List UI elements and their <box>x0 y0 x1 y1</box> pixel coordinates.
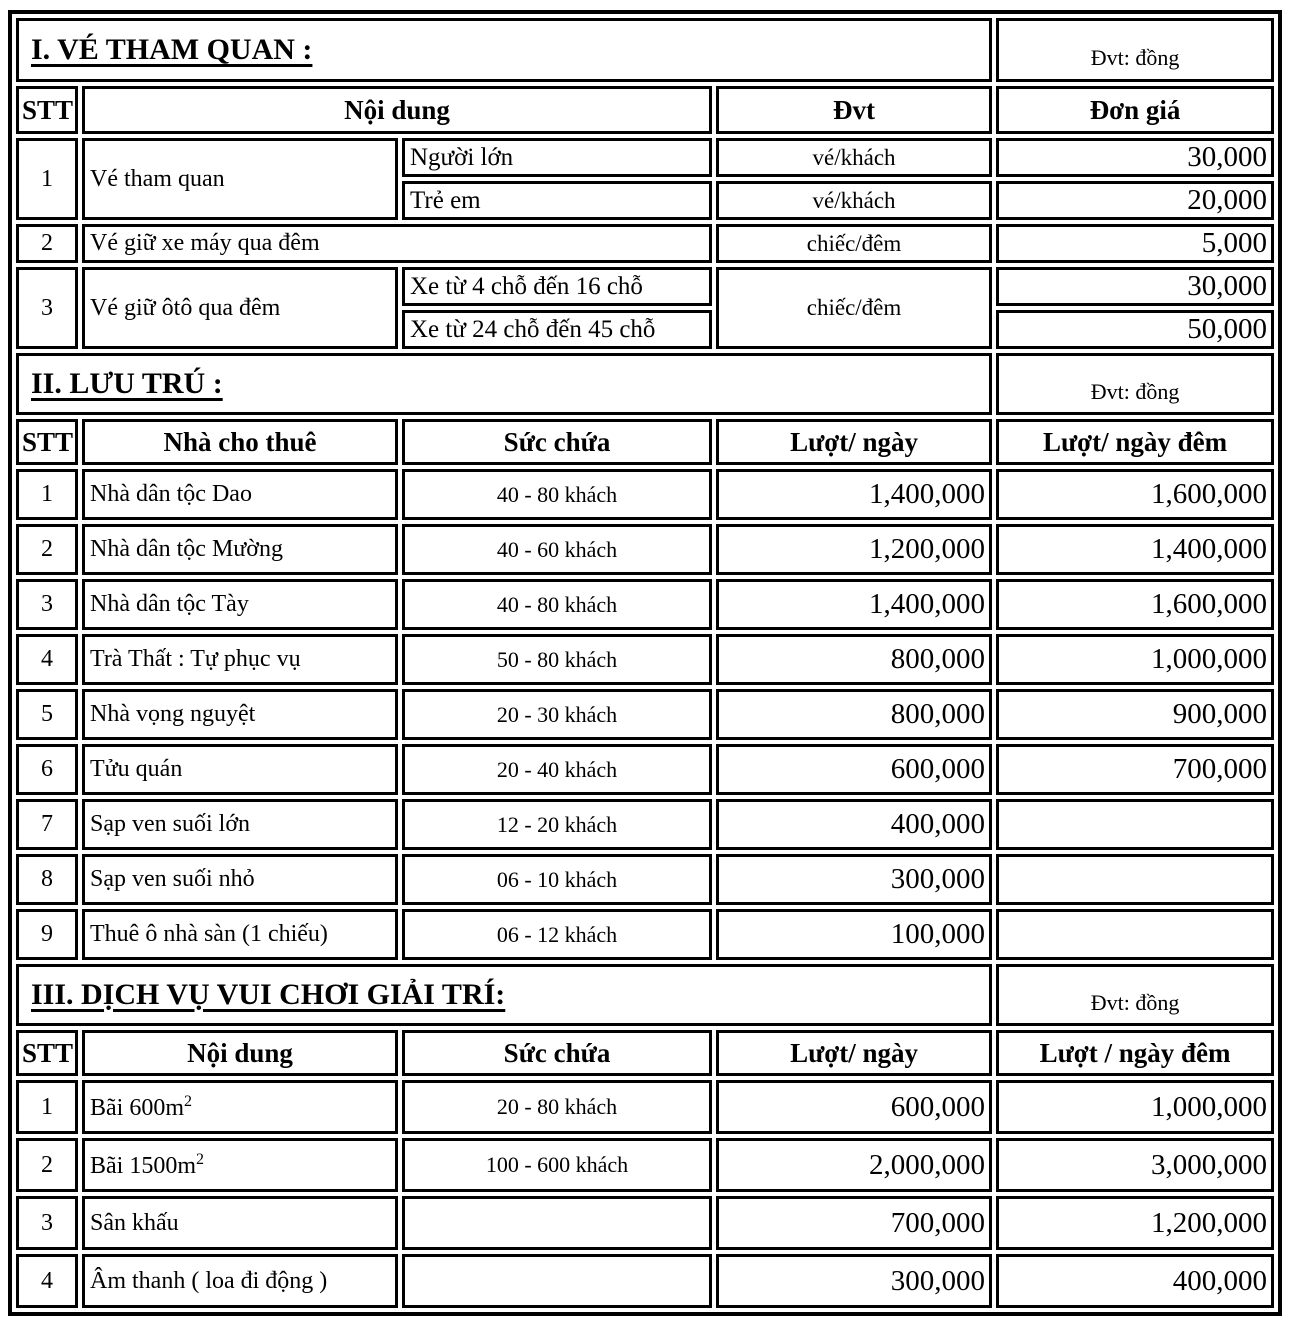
unit-note: Đvt: đồng <box>996 353 1274 415</box>
price-daynight-cell: 1,600,000 <box>996 579 1274 630</box>
stt-cell: 2 <box>16 224 78 263</box>
name-cell <box>82 1080 398 1134</box>
capacity-cell: 40 - 80 khách <box>402 579 712 630</box>
price-day-cell: 400,000 <box>716 799 992 850</box>
name-cell: Vé tham quan <box>82 138 398 220</box>
table-row <box>16 1138 1274 1192</box>
price-cell: 20,000 <box>996 181 1274 220</box>
price-daynight-cell: 1,200,000 <box>996 1196 1274 1250</box>
name-cell: Sân khấu <box>82 1196 398 1250</box>
table-row <box>16 469 1274 520</box>
name-cell: Trà Thất : Tự phục vụ <box>82 634 398 685</box>
price-day-cell: 600,000 <box>716 744 992 795</box>
section3-header-row <box>16 1030 1274 1076</box>
superscript: 2 <box>196 1150 204 1168</box>
price-daynight-cell <box>996 854 1274 905</box>
sub-label-cell: Người lớn <box>402 138 712 177</box>
col-header-name: Nhà cho thuê <box>82 419 398 465</box>
stt-cell: 2 <box>16 524 78 575</box>
section3-title-text: III. DỊCH VỤ VUI CHƠI GIẢI TRÍ: <box>31 978 506 1011</box>
section2-title <box>16 353 992 415</box>
stt-cell: 1 <box>16 469 78 520</box>
stt-cell: 1 <box>16 1080 78 1134</box>
stt-cell: 3 <box>16 267 78 349</box>
price-daynight-cell: 1,000,000 <box>996 1080 1274 1134</box>
unit-cell: chiếc/đêm <box>716 224 992 263</box>
name-cell <box>82 1138 398 1192</box>
stt-cell: 8 <box>16 854 78 905</box>
col-header-price: Đơn giá <box>996 86 1274 134</box>
table-row <box>16 689 1274 740</box>
unit-note: Đvt: đồng <box>996 18 1274 82</box>
col-header-stt: STT <box>16 1030 78 1076</box>
price-day-cell: 1,400,000 <box>716 579 992 630</box>
price-day-cell: 100,000 <box>716 909 992 960</box>
capacity-cell: 40 - 60 khách <box>402 524 712 575</box>
section1-title-text: I. VÉ THAM QUAN : <box>31 33 313 66</box>
name-cell: Vé giữ xe máy qua đêm <box>82 224 712 263</box>
price-cell: 30,000 <box>996 138 1274 177</box>
col-header-name: Nội dung <box>82 1030 398 1076</box>
capacity-cell: 20 - 30 khách <box>402 689 712 740</box>
price-cell: 50,000 <box>996 310 1274 349</box>
sub-label-cell: Xe từ 24 chỗ đến 45 chỗ <box>402 310 712 349</box>
col-header-capacity: Sức chứa <box>402 1030 712 1076</box>
name-cell: Thuê ô nhà sàn (1 chiếu) <box>82 909 398 960</box>
name-cell: Nhà dân tộc Dao <box>82 469 398 520</box>
capacity-cell: 12 - 20 khách <box>402 799 712 850</box>
sub-label-cell: Xe từ 4 chỗ đến 16 chỗ <box>402 267 712 306</box>
col-header-content: Nội dung <box>82 86 712 134</box>
name-cell: Sạp ven suối lớn <box>82 799 398 850</box>
stt-cell: 1 <box>16 138 78 220</box>
col-header-day: Lượt/ ngày <box>716 419 992 465</box>
price-day-cell: 1,200,000 <box>716 524 992 575</box>
section2-body <box>16 353 1274 960</box>
stt-cell: 5 <box>16 689 78 740</box>
section1-title <box>16 18 992 82</box>
table-row <box>16 224 1274 263</box>
col-header-unit: Đvt <box>716 86 992 134</box>
stt-cell: 7 <box>16 799 78 850</box>
col-header-stt: STT <box>16 419 78 465</box>
price-cell: 5,000 <box>996 224 1274 263</box>
price-daynight-cell <box>996 799 1274 850</box>
unit-cell: vé/khách <box>716 138 992 177</box>
price-day-cell: 300,000 <box>716 1254 992 1308</box>
table-row <box>16 744 1274 795</box>
price-daynight-cell <box>996 909 1274 960</box>
section1-title-row <box>16 18 1274 82</box>
section3-title-row <box>16 964 1274 1026</box>
price-daynight-cell: 1,000,000 <box>996 634 1274 685</box>
price-daynight-cell: 700,000 <box>996 744 1274 795</box>
price-daynight-cell: 3,000,000 <box>996 1138 1274 1192</box>
capacity-cell: 06 - 10 khách <box>402 854 712 905</box>
section2-title-text: II. LƯU TRÚ : <box>31 367 223 400</box>
table-row <box>16 1196 1274 1250</box>
price-day-cell: 800,000 <box>716 689 992 740</box>
section1-body <box>16 18 1274 349</box>
table-row <box>16 909 1274 960</box>
stt-cell: 3 <box>16 1196 78 1250</box>
name-cell: Âm thanh ( loa đi động ) <box>82 1254 398 1308</box>
name-text: Bãi 600m <box>90 1094 184 1121</box>
unit-note: Đvt: đồng <box>996 964 1274 1026</box>
price-table <box>12 14 1278 1312</box>
section3-title <box>16 964 992 1026</box>
table-row <box>16 1254 1274 1308</box>
name-cell: Tửu quán <box>82 744 398 795</box>
price-daynight-cell: 1,400,000 <box>996 524 1274 575</box>
table-row <box>16 138 1274 177</box>
capacity-cell: 20 - 40 khách <box>402 744 712 795</box>
name-cell: Nhà dân tộc Mường <box>82 524 398 575</box>
table-row <box>16 854 1274 905</box>
stt-cell: 4 <box>16 1254 78 1308</box>
name-cell: Nhà dân tộc Tày <box>82 579 398 630</box>
table-row <box>16 267 1274 306</box>
stt-cell: 2 <box>16 1138 78 1192</box>
col-header-day: Lượt/ ngày <box>716 1030 992 1076</box>
stt-cell: 4 <box>16 634 78 685</box>
price-day-cell: 800,000 <box>716 634 992 685</box>
price-day-cell: 600,000 <box>716 1080 992 1134</box>
stt-cell: 6 <box>16 744 78 795</box>
price-table-frame <box>8 10 1282 1316</box>
name-cell: Vé giữ ôtô qua đêm <box>82 267 398 349</box>
name-cell: Nhà vọng nguyệt <box>82 689 398 740</box>
unit-cell: chiếc/đêm <box>716 267 992 349</box>
price-day-cell: 700,000 <box>716 1196 992 1250</box>
unit-cell: vé/khách <box>716 181 992 220</box>
capacity-cell: 20 - 80 khách <box>402 1080 712 1134</box>
price-day-cell: 300,000 <box>716 854 992 905</box>
capacity-cell: 50 - 80 khách <box>402 634 712 685</box>
price-daynight-cell: 900,000 <box>996 689 1274 740</box>
stt-cell: 3 <box>16 579 78 630</box>
section2-header-row <box>16 419 1274 465</box>
price-day-cell: 2,000,000 <box>716 1138 992 1192</box>
table-row <box>16 799 1274 850</box>
capacity-cell <box>402 1254 712 1308</box>
capacity-cell: 06 - 12 khách <box>402 909 712 960</box>
col-header-daynight: Lượt/ ngày đêm <box>996 419 1274 465</box>
col-header-stt: STT <box>16 86 78 134</box>
capacity-cell: 100 - 600 khách <box>402 1138 712 1192</box>
superscript: 2 <box>184 1092 192 1110</box>
capacity-cell <box>402 1196 712 1250</box>
table-row <box>16 634 1274 685</box>
price-day-cell: 1,400,000 <box>716 469 992 520</box>
col-header-daynight: Lượt / ngày đêm <box>996 1030 1274 1076</box>
col-header-capacity: Sức chứa <box>402 419 712 465</box>
stt-cell: 9 <box>16 909 78 960</box>
table-row <box>16 579 1274 630</box>
table-row <box>16 524 1274 575</box>
table-row <box>16 1080 1274 1134</box>
price-cell: 30,000 <box>996 267 1274 306</box>
sub-label-cell: Trẻ em <box>402 181 712 220</box>
price-daynight-cell: 400,000 <box>996 1254 1274 1308</box>
price-daynight-cell: 1,600,000 <box>996 469 1274 520</box>
section3-body <box>16 964 1274 1308</box>
section2-title-row <box>16 353 1274 415</box>
capacity-cell: 40 - 80 khách <box>402 469 712 520</box>
name-cell: Sạp ven suối nhỏ <box>82 854 398 905</box>
name-text: Bãi 1500m <box>90 1152 196 1179</box>
section1-header-row <box>16 86 1274 134</box>
